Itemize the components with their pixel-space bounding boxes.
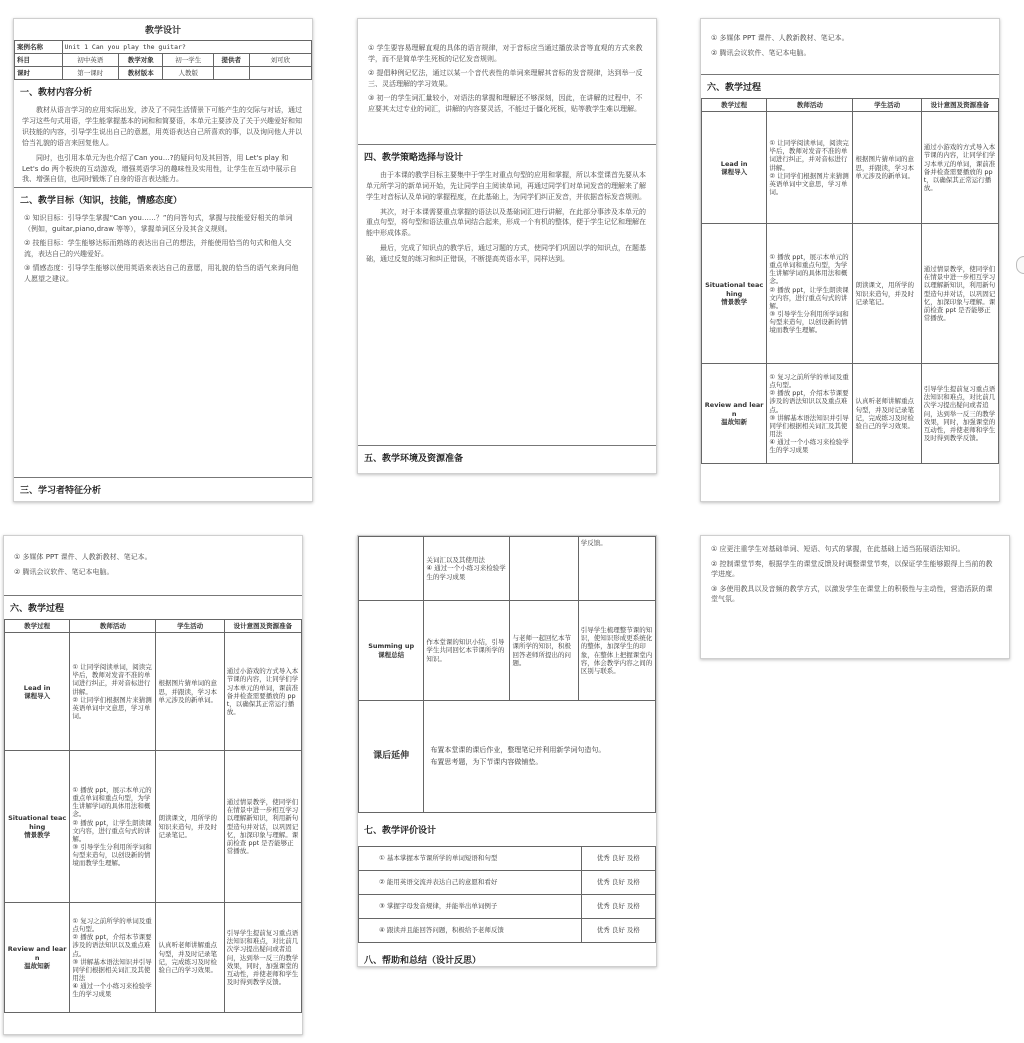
document-page-4[interactable]	[3, 535, 303, 1035]
column-header: 教学过程	[5, 620, 70, 633]
provider-label: 提供者	[213, 54, 249, 67]
table-cell: 引导学生提前复习重点语法知识和难点，对比前几次学习提出疑问或者追问，达到举一反三的教学效果，同时，加强课堂的互动性，并使老师和学生及时得到教学反馈。	[224, 903, 301, 1013]
subject-label: 科目	[15, 54, 63, 67]
table-cell: 认真听老师讲解重点句型，并及时记录笔记，完成练习及时检验自己的学习效果。	[156, 903, 224, 1013]
scroll-handle[interactable]	[1016, 256, 1024, 274]
document-page-1[interactable]	[13, 18, 313, 502]
table-cell: ① 播放 ppt，展示本单元的重点单词和重点句型，为学生讲解学词的具体用法和概念。 ② 播放 ppt，让学生朗读课文内容，进行重点句式的讲解。 ③ 引导学生分利用所学词和句型来造句，以创设新的情境而教学生理解。	[70, 751, 156, 903]
provider-value: 刘可欣	[249, 54, 311, 67]
table-cell: ② 能用英语交流并表达自己的意愿和看好	[359, 871, 582, 895]
list-item: ① 学生要容易理解直观的具体的语言规律，对于音标应当通过播放录音等直观的方式来教学，而不是简单学生死板的记忆发音规则。	[368, 44, 643, 63]
section-4-paragraph: 由于本课的教学目标主要集中于学生对重点句型的应用和掌握，所以本堂课首先要从本单元所学习的新单词开始，先让同学自主阅读单词，再通过同学们对单词发音的理解来了解学生对音标认及单词的掌握程度，在此基础上，为同学们纠正发音，并依据音标发音规则。	[366, 171, 646, 201]
column-header: 设计意图及资源准备	[224, 620, 301, 633]
list-item: ③ 情感态度：引导学生能够以使用英语来表达自己的意愿，用礼貌的恰当的语气来询问他人愿望之建议。	[24, 264, 299, 283]
section-4-paragraph: 其次，对于本课需要重点掌握的语法以及基础词汇进行讲解，在此部分事涉及本单元的重点句型，将句型和语法重点单词结合起来，形成一个有机的整体，便于学生记忆和理解在能中形成体系。	[366, 207, 646, 238]
column-header: 教师活动	[70, 620, 156, 633]
table-cell: ① 播放 ppt，展示本单元的重点单词和重点句型，为学生讲解学词的具体用法和概念。 ② 播放 ppt，让学生朗读课文内容，进行重点句式的讲解。 ③ 引导学生分利用所学词和句型来造句，以创设新的情境而教学生理解。	[767, 224, 853, 364]
section-3-title: 三、学习者特征分析	[14, 477, 312, 501]
document-page-5[interactable]	[357, 535, 657, 967]
teaching-process-table	[701, 98, 999, 464]
table-cell: 优秀 良好 及格	[581, 847, 655, 871]
table-cell: Lead in 课程导入	[5, 633, 70, 751]
list-item: ① 应更注重学生对基础单词、短语、句式的掌握，在此基础上适当拓展语法知识。	[711, 545, 965, 553]
table-cell	[510, 537, 578, 601]
section-4-title: 四、教学策略选择与设计	[358, 144, 656, 168]
table-cell: 根据图片猜单词的意思，并跟读，学习本单元涉及的新单词。	[853, 112, 921, 224]
document-page-3[interactable]	[700, 18, 1000, 502]
document-page-6[interactable]	[700, 535, 1010, 659]
textbook-value: 人教版	[163, 67, 213, 80]
table-cell: 根据图片猜单词的意思，并跟读，学习本单元涉及的新单词。	[156, 633, 224, 751]
table-cell: 通过小游戏的方式导入本节课的内容，让同学们学习本单元的单词，课前准备并检查需要播放的 ppt，以确保其正常运行播放。	[921, 112, 998, 224]
list-item: ② 技能目标：学生能够达标而熟练的表达出自己的想法，并能使用恰当的句式和他人交流，表达自己的兴趣爱好。	[24, 239, 292, 258]
table-cell: ① 复习之前所学的单词及重点句型。 ② 播放 ppt，介绍本节课要涉及的语法知识以及重点难点。 ③ 讲解基本语法知识并引导同学们根据相关词汇及其使用法 ④ 通过一个小练习来检验学生的学习成果	[767, 364, 853, 464]
section-5-title: 五、教学环境及资源准备	[358, 445, 656, 469]
column-header: 学生活动	[156, 620, 224, 633]
section-8-title: 八、帮助和总结（设计反思）	[364, 956, 482, 966]
list-item: ③ 初一的学生词汇量较小，对语法的掌握和理解还不够深刻，因此，在讲解的过程中，不应要其太过专业的词汇，讲解的内容要灵活，不能过于僵化死板，贴等教学生难以理解。	[368, 94, 643, 113]
table-cell: 认真听老师讲解重点句型，并及时记录笔记，完成练习及时检验自己的学习效果。	[853, 364, 921, 464]
section-1-paragraph: 同时，也引用本单元为也介绍了Can you…?的疑问句及其回答，用 Let's play 和 Let's do 两个板块的互动游戏，增强英语学习的趣味性及实用性，让学生在互动中展示自我、增强自信，也同时锻炼了自身的语言表达能力。	[22, 153, 297, 184]
table-cell: ① 让同学阅读单词，阅读完毕后，教师对发音不准的单词进行纠正，并对音标进行讲解。 ② 让同学们根据图片来猜测英语单词中文意思，学习单词。	[70, 633, 156, 751]
table-cell: ① 复习之前所学的单词及重点句型。 ② 播放 ppt，介绍本节课要涉及的语法知识以及重点难点。 ③ 讲解基本语法知识并引导同学们根据相关词汇及其使用法 ④ 通过一个小练习来检验学生的学习成果	[70, 903, 156, 1013]
textbook-label: 教材版本	[118, 67, 163, 80]
subject-value: 初中英语	[62, 54, 118, 67]
table-cell: 通过小游戏的方式导入本节课的内容，让同学们学习本单元的单词，课前准备并检查需要播放的 ppt，以确保其正常运行播放。	[224, 633, 301, 751]
table-cell: 朗读课文，用所学的知识来造句，并及时记录笔记。	[156, 751, 224, 903]
column-header: 教师活动	[767, 99, 853, 112]
table-cell: 引导学生梳理整节课的知识，使知识形成更系统化的整体，加深学生的印象，在整体上把握课堂内容，体会教学内容之间的区别与联系。	[578, 601, 655, 701]
extension-content	[424, 701, 656, 813]
table-cell: 朗读课文，用所学的知识来造句，并及时记录笔记。	[853, 224, 921, 364]
list-item: ① 多媒体 PPT 课件、人教新教材、笔记本。	[711, 34, 849, 42]
table-cell: 通过情景教学，使同学们在情景中进一步相互学习以理解新知识，利用新句型造句并对话，以巩固记忆，加深印象与理解。课前检查 ppt 是否能够正常播放。	[921, 224, 998, 364]
section-6-title: 六、教学过程	[4, 595, 302, 619]
teaching-process-table	[4, 619, 302, 1013]
document-page-2[interactable]	[357, 18, 657, 474]
case-name-value: Unit 1 Can you play the guitar?	[62, 41, 311, 54]
table-cell	[359, 537, 424, 601]
section-6-title: 六、教学过程	[701, 74, 999, 98]
table-cell: Summing up 课程总结	[359, 601, 424, 701]
empty-cell	[213, 67, 249, 80]
section-1-paragraph: 教材从语言学习的应用实际出发，涉及了不同生活情景下可能产生的交际与对话，通过学习这些句式用语，学生能掌握基本的词和和简要语，本单元主要涉及了关于兴趣爱好和知识技能的内容，引导学生说出自己的意愿，用英语表达自己所喜欢的事，以及询问他人并以恰当礼貌的语言来回复他人。	[22, 106, 302, 147]
list-item: ② 控制课堂节奏，根据学生的课堂反馈及时调整课堂节奏，以保证学生能够跟得上当前的教学进度。	[711, 559, 993, 578]
table-cell: 引导学生提前复习重点语法知识和难点，对比前几次学习提出疑问或者追问，达到举一反三的教学效果，同时，加强课堂的互动性，并使老师和学生及时得到教学反馈。	[921, 364, 998, 464]
period-value: 第一课时	[62, 67, 118, 80]
column-header: 设计意图及资源准备	[921, 99, 998, 112]
section-7-title: 七、教学评价设计	[364, 826, 437, 836]
column-header: 学生活动	[853, 99, 921, 112]
list-item: ① 多媒体 PPT 课件、人教新教材、笔记本。	[14, 553, 152, 561]
table-cell: 与老师一起回忆本节课所学的知识，积极回答老师所提出的问题。	[510, 601, 578, 701]
table-cell: Review and learn 温故知新	[5, 903, 70, 1013]
list-item: ② 腾讯会议软件、笔记本电脑。	[14, 567, 114, 576]
section-1-title: 一、教材内容分析	[20, 88, 93, 99]
table-cell: ① 让同学阅读单词，阅读完毕后，教师对发音不准的单词进行纠正，并对音标进行讲解。 ② 让同学们根据图片来猜测英语单词中文意思，学习单词。	[767, 112, 853, 224]
empty-cell	[249, 67, 311, 80]
column-header: 教学过程	[702, 99, 767, 112]
table-cell: ③ 掌握字母发音规律，并能举出单词例子	[359, 895, 582, 919]
extension-text: 布置思考题，为下节课内容做铺垫。	[430, 757, 543, 766]
table-cell: 优秀 良好 及格	[581, 871, 655, 895]
section-4-paragraph: 最后，完成了知识点的教学后，通过习题的方式，使同学们巩固以学的知识点，在题基础，通过反复的练习和纠正错误，不断提高英语水平，同样达到。	[366, 244, 646, 263]
table-cell: ④ 跟读并且能回答问题，积极给予老师反馈	[359, 919, 582, 943]
extension-label: 课后延伸	[359, 701, 424, 813]
list-item: ② 腾讯会议软件、笔记本电脑。	[711, 48, 811, 57]
list-item: ② 提倡种例记忆法，通过以某一个音代表性的单词来理解其音标的发音规律，达到举一反三、灵活理解的学习效果。	[368, 69, 643, 88]
table-cell: 优秀 良好 及格	[581, 895, 655, 919]
table-cell: Situational teaching 情景教学	[702, 224, 767, 364]
extension-text: 布置本堂课的课后作业，整理笔记并利用新学词句造句。	[430, 745, 606, 754]
evaluation-table	[358, 846, 656, 943]
table-cell: Lead in 课程导入	[702, 112, 767, 224]
teaching-process-table-continued	[358, 536, 656, 813]
list-item: ③ 多使用教具以及音频的教学方式，以激发学生在课堂上的积极性与主动性，营造活跃的课堂气氛。	[711, 584, 993, 603]
list-item: ① 知识目标：引导学生掌握“Can you……？”的问答句式，掌握与技能爱好相关的单词（例如，guitar,piano,draw 等等），掌握单词区分及其含义规则。	[24, 214, 293, 233]
table-cell: Review and learn 温故知新	[702, 364, 767, 464]
table-cell: Situational teaching 情景教学	[5, 751, 70, 903]
doc-title: 教学设计	[144, 26, 181, 36]
course-info-table	[14, 40, 312, 80]
table-cell: 学反馈。	[578, 537, 655, 601]
table-cell: 通过情景教学，使同学们在情景中进一步相互学习以理解新知识，利用新句型造句并对话，以巩固记忆，加深印象与理解。课前检查 ppt 是否能够正常播放。	[224, 751, 301, 903]
section-2-title: 二、教学目标（知识，技能，情感态度）	[14, 187, 312, 211]
target-value: 初一学生	[163, 54, 213, 67]
case-name-label: 案例名称	[15, 41, 63, 54]
table-cell: 作本堂课的知识小结，引导学生共同回忆本节课所学的知识。	[424, 601, 510, 701]
table-cell: 优秀 良好 及格	[581, 919, 655, 943]
table-cell: 关词汇以及其使用法 ④ 通过一个小练习来检验学生的学习成果	[424, 537, 510, 601]
target-label: 教学对象	[118, 54, 163, 67]
table-cell: ① 基本掌握本节课所学的单词短语和句型	[359, 847, 582, 871]
period-label: 课时	[15, 67, 63, 80]
